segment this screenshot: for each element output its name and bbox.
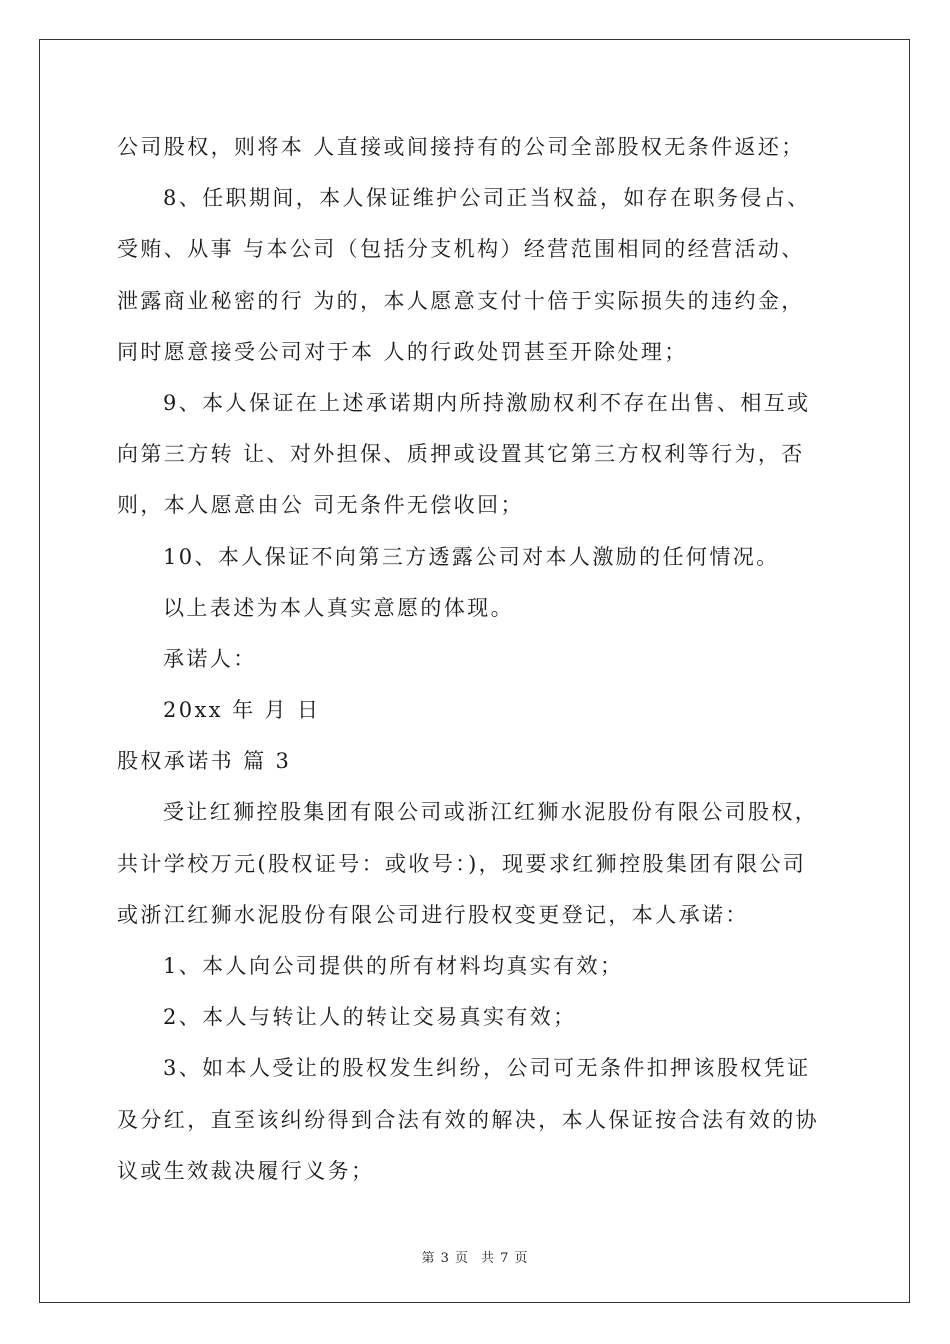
text-line: 受贿、从事 与本公司（包括分支机构）经营范围相同的经营活动、	[117, 237, 805, 262]
document-body	[117, 122, 837, 1197]
page-number: 第 3 页	[421, 1251, 469, 1266]
text-line: 9、本人保证在上述承诺期内所持激励权利不存在出售、相互或	[163, 390, 811, 415]
text-line: 3、如本人受让的股权发生纠纷，公司可无条件扣押该股权凭证	[163, 1056, 811, 1081]
text-line: 共计学校万元(股权证号：或收号：)，现要求红狮控股集团有限公司	[117, 851, 807, 876]
date-line: 20xx 年 月 日	[163, 698, 321, 723]
text-line: 议或生效裁决履行义务；	[117, 1158, 375, 1183]
text-line: 公司股权，则将本 人直接或间接持有的公司全部股权无条件返还；	[117, 135, 805, 159]
text-line: 1、本人向公司提供的所有材料均真实有效；	[163, 954, 624, 978]
text-line: 向第三方转 让、对外担保、质押或设置其它第三方权利等行为，否	[117, 442, 805, 467]
signatory-label: 承诺人：	[163, 646, 257, 671]
text-line: 以上表述为本人真实意愿的体现。	[163, 595, 514, 620]
text-line: 2、本人与转让人的转让交易真实有效；	[163, 1005, 577, 1030]
text-line: 10、本人保证不向第三方透露公司对本人激励的任何情况。	[163, 544, 780, 569]
text-line: 泄露商业秘密的行 为的，本人愿意支付十倍于实际损失的违约金，	[117, 288, 805, 313]
text-line: 受让红狮控股集团有限公司或浙江红狮水泥股份有限公司股权，	[163, 800, 819, 825]
text-line: 或浙江红狮水泥股份有限公司进行股权变更登记，本人承诺：	[117, 902, 749, 927]
page-footer	[0, 1247, 950, 1266]
page-total: 共 7 页	[481, 1251, 529, 1266]
text-line: 及分红，直至该纠纷得到合法有效的解决，本人保证按合法有效的协	[117, 1107, 819, 1132]
section-heading: 股权承诺书 篇 3	[117, 749, 292, 774]
text-line: 同时愿意接受公司对于本 人的行政处罚甚至开除处理；	[117, 339, 688, 364]
text-line: 则，本人愿意由公 司无条件无偿收回；	[117, 493, 524, 518]
text-line: 8、任职期间，本人保证维护公司正当权益，如存在职务侵占、	[163, 186, 811, 211]
